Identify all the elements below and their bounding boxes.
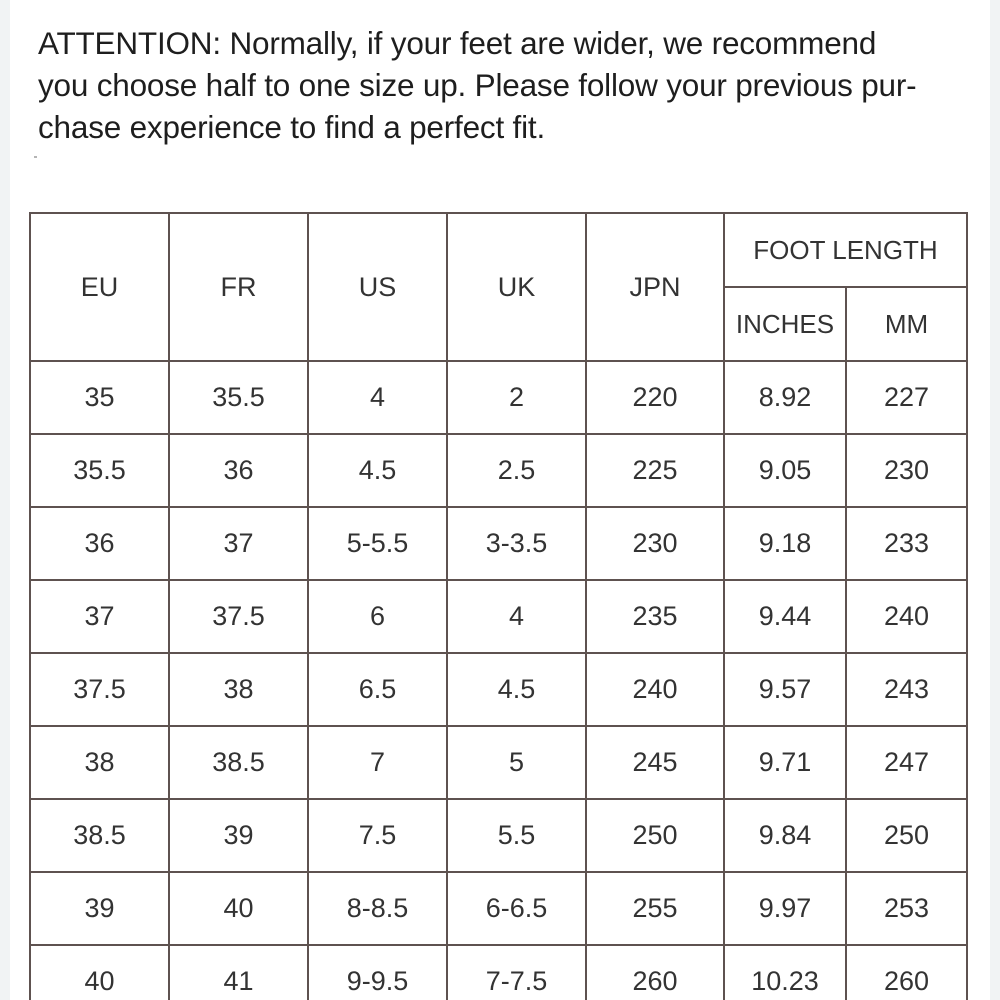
table-row bbox=[30, 434, 967, 507]
cell-us: 4 bbox=[308, 361, 447, 434]
cell-jpn: 250 bbox=[586, 799, 724, 872]
attention-notice bbox=[38, 22, 968, 148]
header-foot-length: FOOT LENGTH bbox=[724, 213, 967, 287]
table-row bbox=[30, 653, 967, 726]
cell-jpn: 255 bbox=[586, 872, 724, 945]
cell-fr: 38 bbox=[169, 653, 308, 726]
header-inches: INCHES bbox=[724, 287, 846, 361]
cell-us: 4.5 bbox=[308, 434, 447, 507]
cell-mm: 240 bbox=[846, 580, 967, 653]
cell-eu: 40 bbox=[30, 945, 169, 1000]
cell-uk: 4 bbox=[447, 580, 586, 653]
left-margin bbox=[0, 0, 10, 1000]
cell-us: 7 bbox=[308, 726, 447, 799]
cell-inches: 10.23 bbox=[724, 945, 846, 1000]
cell-uk: 4.5 bbox=[447, 653, 586, 726]
cell-uk: 2 bbox=[447, 361, 586, 434]
cell-uk: 5 bbox=[447, 726, 586, 799]
cell-eu: 36 bbox=[30, 507, 169, 580]
cell-eu: 39 bbox=[30, 872, 169, 945]
cell-inches: 8.92 bbox=[724, 361, 846, 434]
notice-line-2: you choose half to one size up. Please follow your previous pur- bbox=[38, 67, 917, 103]
cell-inches: 9.57 bbox=[724, 653, 846, 726]
header-jpn: JPN bbox=[586, 213, 724, 361]
cell-inches: 9.18 bbox=[724, 507, 846, 580]
cell-fr: 36 bbox=[169, 434, 308, 507]
table-row bbox=[30, 945, 967, 1000]
header-us: US bbox=[308, 213, 447, 361]
cell-eu: 37.5 bbox=[30, 653, 169, 726]
cell-uk: 6-6.5 bbox=[447, 872, 586, 945]
cell-inches: 9.05 bbox=[724, 434, 846, 507]
cell-eu: 38.5 bbox=[30, 799, 169, 872]
cell-jpn: 260 bbox=[586, 945, 724, 1000]
cell-mm: 253 bbox=[846, 872, 967, 945]
cell-mm: 243 bbox=[846, 653, 967, 726]
cell-fr: 37.5 bbox=[169, 580, 308, 653]
cell-eu: 35.5 bbox=[30, 434, 169, 507]
cell-inches: 9.97 bbox=[724, 872, 846, 945]
cell-mm: 230 bbox=[846, 434, 967, 507]
cell-us: 5-5.5 bbox=[308, 507, 447, 580]
header-row bbox=[30, 213, 967, 287]
cell-eu: 37 bbox=[30, 580, 169, 653]
cell-fr: 37 bbox=[169, 507, 308, 580]
cell-fr: 35.5 bbox=[169, 361, 308, 434]
cell-jpn: 225 bbox=[586, 434, 724, 507]
cell-jpn: 240 bbox=[586, 653, 724, 726]
cell-mm: 250 bbox=[846, 799, 967, 872]
notice-line-3: chase experience to find a perfect fit. bbox=[38, 109, 545, 145]
table-row bbox=[30, 580, 967, 653]
cell-eu: 35 bbox=[30, 361, 169, 434]
cell-us: 9-9.5 bbox=[308, 945, 447, 1000]
cell-us: 6.5 bbox=[308, 653, 447, 726]
table-row bbox=[30, 361, 967, 434]
speck-mark bbox=[34, 156, 37, 158]
cell-mm: 260 bbox=[846, 945, 967, 1000]
cell-inches: 9.44 bbox=[724, 580, 846, 653]
notice-line-1: ATTENTION: Normally, if your feet are wider, we recommend bbox=[38, 25, 877, 61]
cell-fr: 39 bbox=[169, 799, 308, 872]
header-fr: FR bbox=[169, 213, 308, 361]
cell-jpn: 230 bbox=[586, 507, 724, 580]
cell-uk: 2.5 bbox=[447, 434, 586, 507]
header-uk: UK bbox=[447, 213, 586, 361]
cell-jpn: 235 bbox=[586, 580, 724, 653]
cell-us: 6 bbox=[308, 580, 447, 653]
table-row bbox=[30, 507, 967, 580]
cell-fr: 40 bbox=[169, 872, 308, 945]
cell-mm: 247 bbox=[846, 726, 967, 799]
table-row bbox=[30, 799, 967, 872]
table-row bbox=[30, 726, 967, 799]
cell-uk: 7-7.5 bbox=[447, 945, 586, 1000]
cell-fr: 41 bbox=[169, 945, 308, 1000]
table-row bbox=[30, 872, 967, 945]
size-chart-table bbox=[29, 212, 968, 1000]
cell-uk: 5.5 bbox=[447, 799, 586, 872]
cell-jpn: 245 bbox=[586, 726, 724, 799]
cell-mm: 233 bbox=[846, 507, 967, 580]
cell-inches: 9.84 bbox=[724, 799, 846, 872]
cell-uk: 3-3.5 bbox=[447, 507, 586, 580]
table-body bbox=[30, 361, 967, 1000]
cell-eu: 38 bbox=[30, 726, 169, 799]
cell-mm: 227 bbox=[846, 361, 967, 434]
cell-fr: 38.5 bbox=[169, 726, 308, 799]
cell-jpn: 220 bbox=[586, 361, 724, 434]
right-margin bbox=[990, 0, 1000, 1000]
cell-inches: 9.71 bbox=[724, 726, 846, 799]
cell-us: 7.5 bbox=[308, 799, 447, 872]
header-mm: MM bbox=[846, 287, 967, 361]
header-eu: EU bbox=[30, 213, 169, 361]
cell-us: 8-8.5 bbox=[308, 872, 447, 945]
